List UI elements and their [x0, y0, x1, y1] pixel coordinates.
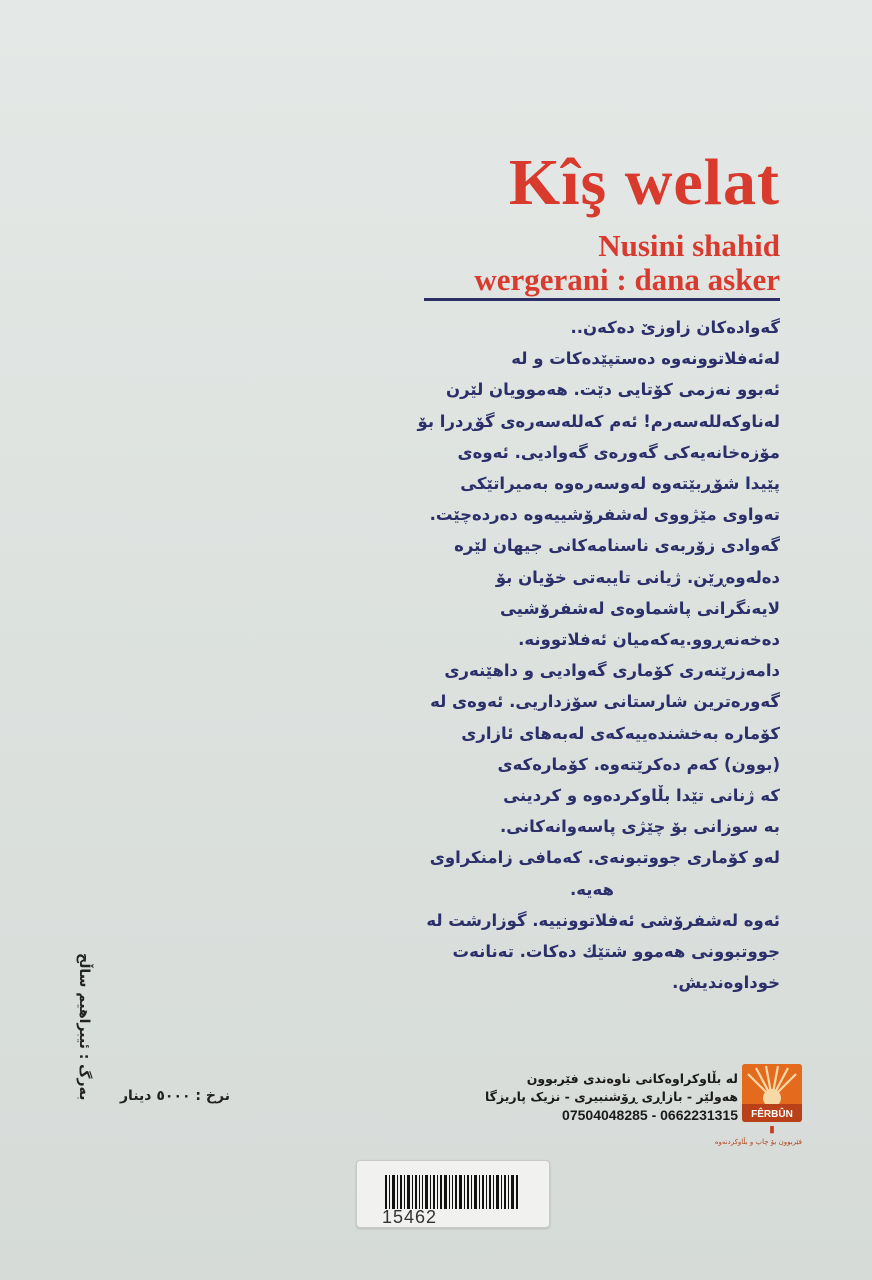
- book-title: Kîş welat: [508, 146, 780, 219]
- blurb-line: دەلەوەڕێن. ژیانی تایبەتی خۆیان بۆ: [495, 567, 780, 587]
- svg-text:FÊRBÛN: FÊRBÛN: [751, 1109, 793, 1120]
- blurb-line: ئەوە لەشفرۆشی ئەفلاتوونییە. گوزارشت لە: [426, 910, 780, 930]
- publisher-line: لە بڵاوکراوەکانی ناوەندی فێربوون: [526, 1071, 738, 1086]
- blurb-line: لەناوکەللەسەرم! ئەم کەللەسەرەی گۆڕدرا بۆ: [417, 411, 780, 431]
- blurb-line: لەئەفلاتوونەوە دەستپێدەکات و لە: [511, 349, 780, 369]
- blurb-line: کە ژنانی تێدا بڵاوکردەوە و کردینی: [503, 786, 780, 806]
- blurb-line: (بوون) کەم دەکرێتەوە. کۆمارەکەی: [497, 754, 780, 774]
- blurb-line: لایەنگرانی پاشماوەی لەشفرۆشیی: [499, 598, 780, 618]
- blurb-line: تەواوی مێژووی لەشفرۆشییەوە دەردەچێت.: [429, 505, 780, 525]
- blurb-line: کۆمارە بەخشندەییەکەی لەبەهای ئازاری: [461, 723, 780, 743]
- price-label: نرخ : ٥٠٠٠ دینار: [120, 1088, 230, 1104]
- title-underline: [424, 298, 780, 301]
- publisher-address: هەولێر - بازاڕی ڕۆشنبیری - نزیک پاریزگا: [484, 1089, 738, 1104]
- blurb-line: دەخەنەڕوو.یەکەمیان ئەفلاتوونە.: [518, 630, 780, 650]
- publisher-phones: 07504048285 - 0662231315: [562, 1107, 738, 1123]
- blurb-text: [404, 312, 780, 998]
- blurb-line: پێیدا شۆڕبێتەوە لەوسەرەوە بەمیراتێکی: [460, 474, 780, 494]
- author-name: Nusini shahid: [598, 228, 780, 263]
- blurb-line: خوداوەندیش.: [672, 973, 780, 993]
- blurb-line: دامەزرێنەری کۆماری گەوادیی و داهێنەری: [444, 661, 780, 681]
- logo-subtext: فێربوون بۆ چاپ و بڵاوکردنەوە: [714, 1138, 802, 1146]
- logo-emblem: [742, 1064, 802, 1122]
- blurb-line: مۆزەخانەیەکی گەورەی گەوادیی. ئەوەی: [457, 442, 780, 462]
- fêrbûn-logo-icon: [714, 1064, 802, 1152]
- logo-book-mark: ▮: [769, 1124, 775, 1134]
- translator-name: wergerani : dana asker: [474, 262, 780, 297]
- publisher-info: [484, 1070, 738, 1124]
- blurb-line: گەوادەکان زاوزێ دەکەن..: [570, 318, 780, 337]
- blurb-line: هەیە.: [570, 879, 614, 899]
- blurb-line: گەوادی زۆربەی ناسنامەکانی جیهان لێرە: [454, 536, 780, 556]
- blurb-line: جووتبوونی هەموو شتێك دەکات. تەنانەت: [452, 942, 780, 962]
- cover-artist-credit: بەرگ : ئیبراهیم ساڵح: [76, 952, 92, 1100]
- blurb-line: بە سوزانی بۆ چێژی پاسەوانەکانی.: [499, 817, 780, 837]
- barcode-number: 15462: [382, 1207, 438, 1227]
- blurb-line: ئەبوو نەزمی کۆتایی دێت. هەموویان لێرن: [446, 380, 780, 400]
- blurb-line: گەورەترین شارستانی سۆزداریی. ئەوەی لە: [430, 692, 780, 712]
- blurb-line: لەو کۆماری جووتبونەی. کەمافی زامنکراوی: [429, 848, 780, 868]
